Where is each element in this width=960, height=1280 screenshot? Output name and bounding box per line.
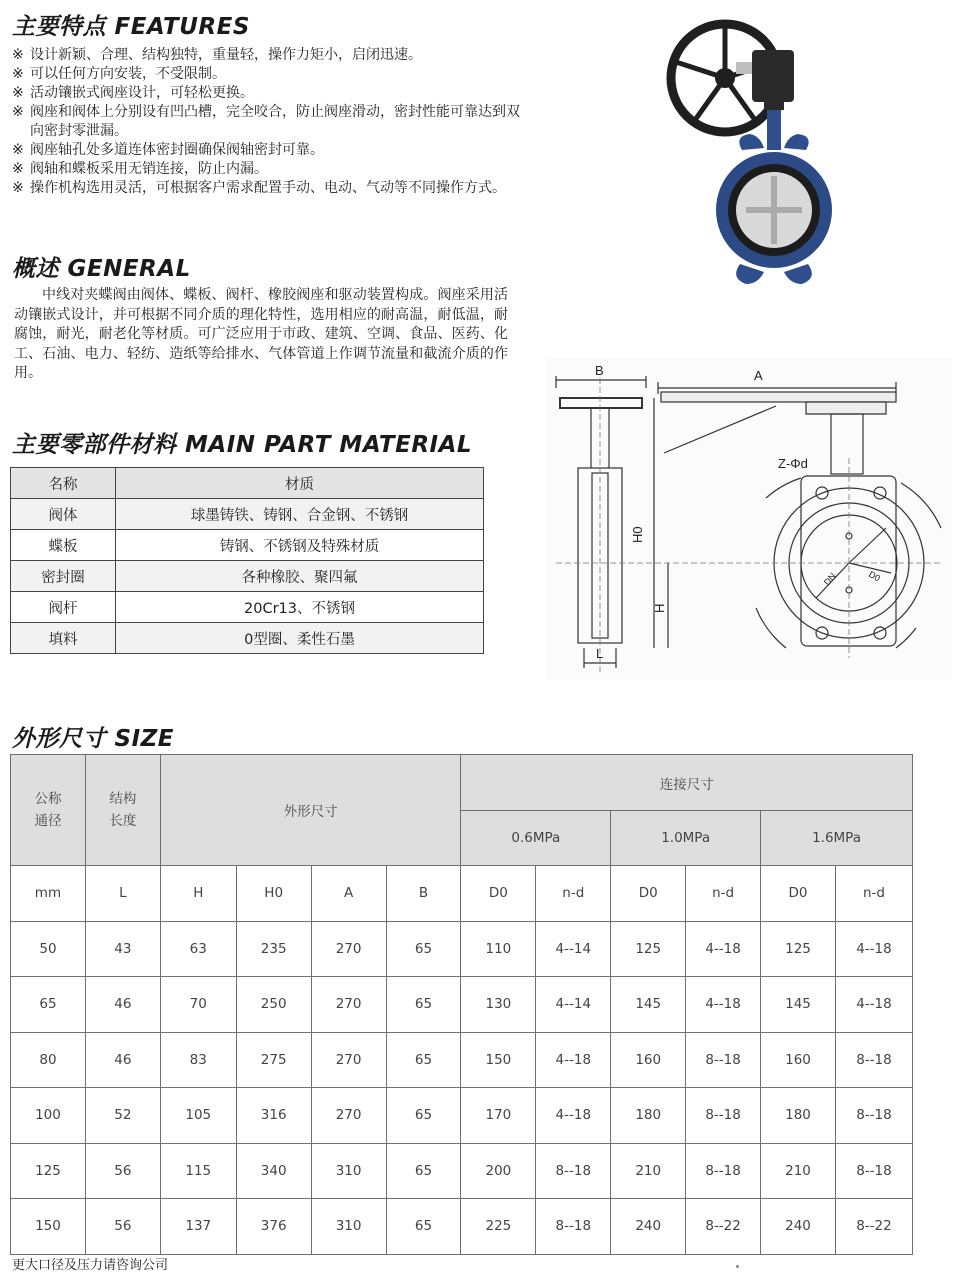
table-cell: 125 [11, 1143, 86, 1199]
table-cell: 56 [85, 1199, 160, 1255]
table-cell: 46 [85, 1032, 160, 1088]
header-cell: 材质 [116, 468, 484, 499]
table-cell: 240 [761, 1199, 836, 1255]
table-row [11, 499, 484, 530]
table-cell: 65 [386, 1088, 461, 1144]
dim-label-h: H [652, 603, 667, 613]
table-cell: 8--22 [835, 1199, 912, 1255]
table-cell: 150 [461, 1032, 536, 1088]
table-cell: 160 [761, 1032, 836, 1088]
size-subheader-row [11, 866, 913, 922]
table-cell: 83 [160, 1032, 236, 1088]
feature-item: ※ 设计新颖、合理、结构独特，重量轻，操作力矩小，启闭迅速。 [12, 47, 422, 63]
subheader-cell: n-d [835, 866, 912, 922]
table-row [11, 561, 484, 592]
table-row [11, 1088, 913, 1144]
table-cell: 225 [461, 1199, 536, 1255]
table-cell: 270 [311, 977, 386, 1033]
subheader-cell: n-d [686, 866, 761, 922]
table-cell: 137 [160, 1199, 236, 1255]
table-cell: 115 [160, 1143, 236, 1199]
dim-label-dn: DN [821, 570, 838, 588]
part-material: 各种橡胶、聚四氟 [116, 561, 484, 592]
table-cell: 240 [611, 1199, 686, 1255]
general-title: 概述 GENERAL [12, 256, 191, 282]
table-cell: 150 [11, 1199, 86, 1255]
table-header-row [11, 468, 484, 499]
table-cell: 46 [85, 977, 160, 1033]
table-cell: 8--18 [536, 1143, 611, 1199]
feature-item: ※ 活动镶嵌式阀座设计，可轻松更换。 [12, 85, 254, 101]
table-cell: 210 [611, 1143, 686, 1199]
subheader-cell: D0 [611, 866, 686, 922]
table-cell: 80 [11, 1032, 86, 1088]
header-nominal-diameter: 公称 通径 [11, 755, 86, 866]
table-cell: 160 [611, 1032, 686, 1088]
table-cell: 8--22 [686, 1199, 761, 1255]
table-cell: 65 [386, 1199, 461, 1255]
table-cell: 52 [85, 1088, 160, 1144]
table-cell: 275 [236, 1032, 311, 1088]
table-cell: 270 [311, 1088, 386, 1144]
subheader-cell: H0 [236, 866, 311, 922]
table-cell: 70 [160, 977, 236, 1033]
part-material: 铸钢、不锈钢及特殊材质 [116, 530, 484, 561]
table-cell: 8--18 [686, 1143, 761, 1199]
table-cell: 4--14 [536, 921, 611, 977]
subheader-cell: L [85, 866, 160, 922]
part-material: 0型圈、柔性石墨 [116, 623, 484, 654]
table-cell: 4--18 [835, 921, 912, 977]
table-cell: 125 [611, 921, 686, 977]
size-table [10, 754, 913, 1255]
table-cell: 270 [311, 1032, 386, 1088]
table-cell: 170 [461, 1088, 536, 1144]
subheader-cell: A [311, 866, 386, 922]
header-pressure: 1.0MPa [611, 811, 761, 866]
table-cell: 200 [461, 1143, 536, 1199]
dim-label-h0: H0 [630, 526, 645, 543]
table-row [11, 592, 484, 623]
table-cell: 145 [761, 977, 836, 1033]
table-cell: 8--18 [536, 1199, 611, 1255]
table-cell: 310 [311, 1143, 386, 1199]
size-header-row [11, 755, 913, 811]
table-cell: 8--18 [835, 1032, 912, 1088]
table-cell: 43 [85, 921, 160, 977]
table-cell: 4--18 [686, 977, 761, 1033]
table-cell: 50 [11, 921, 86, 977]
table-cell: 210 [761, 1143, 836, 1199]
size-title: 外形尺寸 SIZE [12, 726, 175, 752]
table-cell: 145 [611, 977, 686, 1033]
feature-item: ※ 可以任何方向安装，不受限制。 [12, 66, 226, 82]
table-cell: 65 [11, 977, 86, 1033]
part-name: 阀杆 [11, 592, 116, 623]
dim-label-d0: D0 [867, 569, 882, 584]
table-row [11, 530, 484, 561]
table-cell: 4--18 [536, 1088, 611, 1144]
part-name: 填料 [11, 623, 116, 654]
subheader-cell: H [160, 866, 236, 922]
table-row [11, 977, 913, 1033]
table-cell: 63 [160, 921, 236, 977]
part-material: 20Cr13、不锈钢 [116, 592, 484, 623]
features-title: 主要特点 FEATURES [12, 14, 250, 40]
table-cell: 180 [761, 1088, 836, 1144]
table-cell: 340 [236, 1143, 311, 1199]
table-cell: 8--18 [686, 1088, 761, 1144]
subheader-cell: D0 [761, 866, 836, 922]
dim-label-l: L [596, 646, 604, 661]
footnote: 更大口径及压力请咨询公司 [12, 1258, 169, 1273]
table-cell: 4--18 [536, 1032, 611, 1088]
table-cell: 8--18 [686, 1032, 761, 1088]
table-cell: 56 [85, 1143, 160, 1199]
table-row [11, 1032, 913, 1088]
table-cell: 270 [311, 921, 386, 977]
table-row [11, 921, 913, 977]
table-cell: 8--18 [835, 1088, 912, 1144]
part-name: 蝶板 [11, 530, 116, 561]
table-cell: 8--18 [835, 1143, 912, 1199]
subheader-cell: B [386, 866, 461, 922]
table-row [11, 1143, 913, 1199]
material-title: 主要零部件材料 MAIN PART MATERIAL [12, 432, 473, 458]
header-structure-length: 结构 长度 [85, 755, 160, 866]
feature-item: ※ 阀轴和蝶板采用无销连接，防止内漏。 [12, 161, 268, 177]
table-cell: 250 [236, 977, 311, 1033]
subheader-cell: D0 [461, 866, 536, 922]
feature-item: ※ 阀座和阀体上分别设有凹凸槽，完全咬合，防止阀座滑动，密封性能可靠达到双向密封零泄漏。 [12, 104, 520, 139]
part-name: 密封圈 [11, 561, 116, 592]
table-row [11, 1199, 913, 1255]
table-cell: 65 [386, 1032, 461, 1088]
table-cell: 4--18 [686, 921, 761, 977]
general-text: 中线对夹蝶阀由阀体、蝶板、阀杆、橡胶阀座和驱动装置构成。阀座采用活动镶嵌式设计，并可根据不同介质的理化特性，选用相应的耐高温，耐低温，耐腐蚀，耐光，耐老化等材质。可广泛应用于市政、建筑、空调、食品、医药、化工、石油、电力、轻纺、造纸等给排水、气体管道上作调节流量和截流介质的作用。 [14, 287, 508, 381]
table-cell: 110 [461, 921, 536, 977]
table-cell: 65 [386, 977, 461, 1033]
table-cell: 4--18 [835, 977, 912, 1033]
subheader-cell: mm [11, 866, 86, 922]
valve-product-image [640, 10, 860, 300]
stray-dot [736, 1265, 739, 1268]
table-cell: 65 [386, 1143, 461, 1199]
table-cell: 376 [236, 1199, 311, 1255]
table-cell: 310 [311, 1199, 386, 1255]
subheader-cell: n-d [536, 866, 611, 922]
table-cell: 235 [236, 921, 311, 977]
dim-label-a: A [754, 368, 763, 383]
header-pressure: 0.6MPa [461, 811, 611, 866]
table-cell: 4--14 [536, 977, 611, 1033]
header-pressure: 1.6MPa [761, 811, 913, 866]
feature-item: ※ 阀座轴孔处多道连体密封圈确保阀轴密封可靠。 [12, 142, 324, 158]
table-cell: 180 [611, 1088, 686, 1144]
table-row [11, 623, 484, 654]
material-table [10, 467, 484, 654]
table-cell: 65 [386, 921, 461, 977]
dimension-drawing [546, 358, 952, 680]
dim-label-zd: Z-Φd [778, 456, 808, 471]
table-cell: 125 [761, 921, 836, 977]
table-cell: 105 [160, 1088, 236, 1144]
dim-label-b: B [595, 363, 604, 378]
table-cell: 100 [11, 1088, 86, 1144]
part-name: 阀体 [11, 499, 116, 530]
header-connection-dimensions: 连接尺寸 [461, 755, 913, 811]
table-cell: 130 [461, 977, 536, 1033]
header-cell: 名称 [11, 468, 116, 499]
feature-item: ※ 操作机构选用灵活，可根据客户需求配置手动、电动、气动等不同操作方式。 [12, 180, 506, 196]
table-cell: 316 [236, 1088, 311, 1144]
features-list [12, 46, 532, 198]
header-outline-dimensions: 外形尺寸 [160, 755, 461, 866]
part-material: 球墨铸铁、铸钢、合金钢、不锈钢 [116, 499, 484, 530]
